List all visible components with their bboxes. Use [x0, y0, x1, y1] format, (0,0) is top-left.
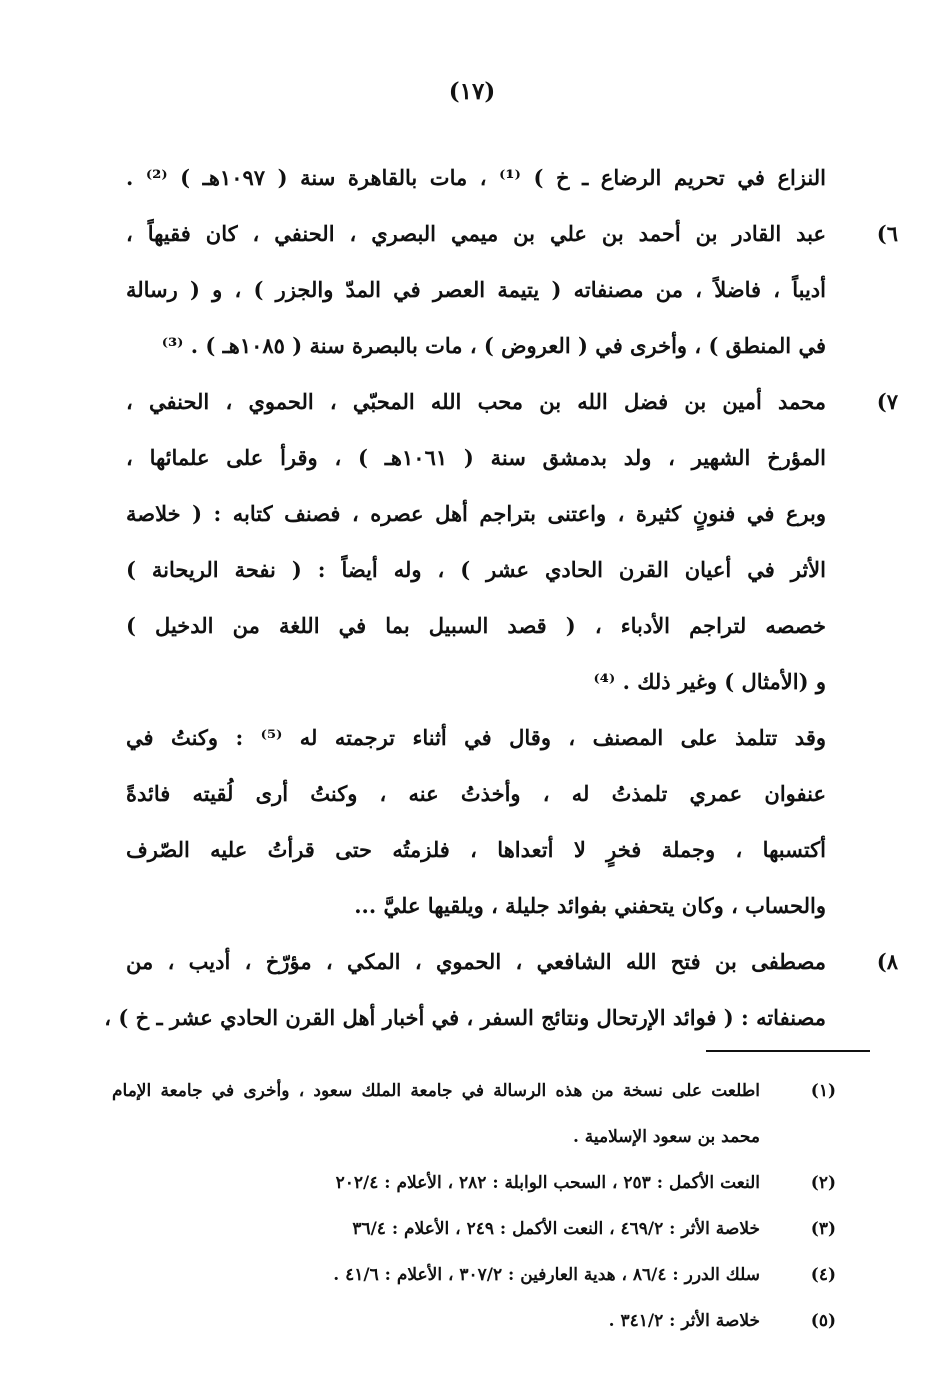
text-line: عبد القادر بن أحمد بن علي بن ميمي البصري ، الحنفي ، كان فقيهاً ، [126, 221, 826, 246]
footnote-1-continued [112, 1114, 760, 1160]
text-line: و (الأمثال ) وغير ذلك . ⁽⁴⁾ [593, 669, 826, 694]
footnote-5 [112, 1298, 836, 1344]
text-line: وقد تتلمذ على المصنف ، وقال في أثناء ترجمته له ⁽⁵⁾ : وكنتُ في [126, 725, 827, 750]
text-line: النزاع في تحريم الرضاع ـ خ ) ⁽¹⁾ ، مات بالقاهرة سنة ( ١٠٩٧هـ ) ⁽²⁾ . [126, 165, 826, 190]
footnote-text: محمد بن سعود الإسلامية . [572, 1127, 760, 1147]
text-line: في المنطق ) ، وأخرى في ( العروض ) ، مات بالبصرة سنة ( ١٠٨٥هـ ) . ⁽³⁾ [161, 333, 826, 358]
text-line: أديباً ، فاضلاً ، من مصنفاته ( يتيمة العصر في المدّ والجزر ) ، و ( رسالة [126, 277, 826, 302]
footnote-2 [112, 1160, 836, 1206]
footnote-number: (٤) [810, 1265, 836, 1285]
footnote-1 [112, 1068, 836, 1114]
text-line: خصصه لتراجم الأدباء ، ( قصد السبيل بما في اللغة من الدخيل ) [126, 613, 826, 638]
footnote-number: (٥) [810, 1311, 836, 1331]
entry-number: ٧) [876, 389, 898, 414]
text-line: مصنفاته : ( فوائد الإرتحال ونتائج السفر ، في أخبار أهل القرن الحادي عشر ـ خ ) ، [104, 1005, 826, 1030]
footnote-text: اطلعت على نسخة من هذه الرسالة في جامعة الملك سعود ، وأخرى في جامعة الإمام [112, 1081, 760, 1101]
text-line: أكتسبها ، وجملة فخرٍ لا أتعداها ، فلزمتُه حتى قرأتُ عليه الصّرف [126, 837, 826, 862]
text-line: محمد أمين بن فضل الله بن محب الله المحبّي ، الحموي ، الحنفي ، [126, 389, 826, 414]
text-line: عنفوان عمري تلمذتُ له ، وأخذتُ عنه ، وكنتُ أرى لُقيته فائدةً [126, 781, 826, 806]
text-line: المؤرخ الشهير ، ولد بدمشق سنة ( ١٠٦١هـ ) ، وقرأ على علمائها ، [126, 445, 827, 470]
footnote-divider [706, 1050, 870, 1052]
footnote-number: (٣) [810, 1219, 836, 1239]
footnote-3 [112, 1206, 836, 1252]
text-line: الأثر في أعيان القرن الحادي عشر ) ، وله أيضاً : ( نفحة الريحانة ) [126, 557, 826, 582]
entry-number: ٦) [876, 221, 898, 246]
footnotes [112, 1068, 836, 1344]
footnote-text: خلاصة الأثر : ٣٤١/٢ . [608, 1311, 760, 1331]
text-line: مصطفى بن فتح الله الشافعي ، الحموي ، المكي ، مؤرّخ ، أديب ، من [126, 949, 826, 974]
entry-8 [104, 934, 898, 1046]
entry-6 [126, 206, 898, 374]
paragraph [126, 710, 826, 934]
page-number: (١٧) [448, 78, 496, 105]
footnote-number: (١) [810, 1081, 836, 1101]
entry-7 [126, 374, 898, 710]
footnote-text: خلاصة الأثر : ٤٦٩/٢ ، النعت الأكمل : ٢٤٩ ، الأعلام : ٣٦/٤ [352, 1219, 760, 1239]
footnote-text: النعت الأكمل : ٢٥٣ ، السحب الوابلة : ٢٨٢ ، الأعلام : ٢٠٢/٤ [335, 1173, 760, 1193]
entry-number: ٨) [876, 949, 898, 974]
footnote-text: سلك الدرر : ٨٦/٤ ، هدية العارفين : ٣٠٧/٢ ، الأعلام : ٤١/٦ . [333, 1265, 760, 1285]
footnote-number: (٢) [810, 1173, 836, 1193]
footnote-4 [112, 1252, 836, 1298]
text-line: والحساب ، وكان يتحفني بفوائد جليلة ، ويلقيها عليَّ ... [354, 893, 826, 918]
main-text [104, 150, 898, 1046]
text-line: وبرع في فنونٍ كثيرة ، واعتنى بتراجم أهل عصره ، فصنف كتابه : ( خلاصة [126, 501, 826, 526]
